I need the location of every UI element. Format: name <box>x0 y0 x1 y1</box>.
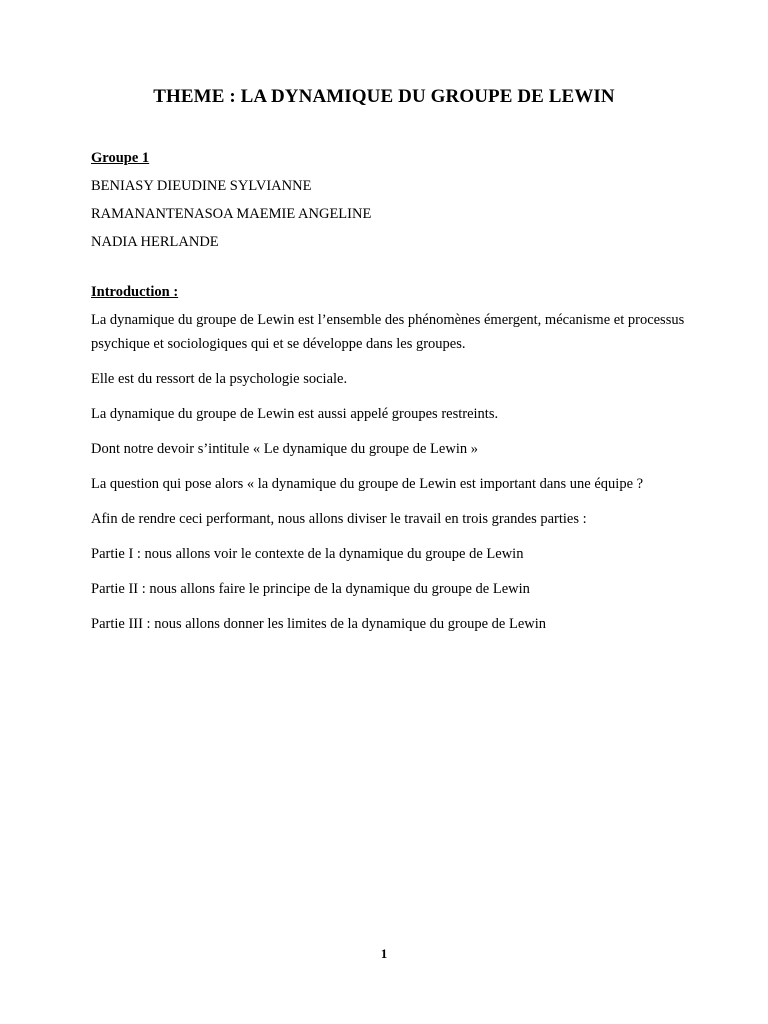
intro-paragraph: Partie II : nous allons faire le principe de la dynamique du groupe de Lewin <box>91 581 530 597</box>
introduction-section <box>91 280 691 636</box>
document-body <box>91 146 691 647</box>
group-heading: Groupe 1 <box>91 150 150 166</box>
intro-paragraph: La dynamique du groupe de Lewin est l’ensemble des phénomènes émergent, mécanisme et processus psychique et sociologiques qui et se développe dans les groupes. <box>91 312 685 352</box>
intro-paragraph: Partie I : nous allons voir le contexte de la dynamique du groupe de Lewin <box>91 546 524 562</box>
intro-paragraph: La dynamique du groupe de Lewin est aussi appelé groupes restreints. <box>91 406 499 422</box>
group-member: RAMANANTENASOA MAEMIE ANGELINE <box>91 206 372 222</box>
introduction-heading: Introduction : <box>91 284 179 300</box>
group-member: BENIASY DIEUDINE SYLVIANNE <box>91 178 312 194</box>
page-number: 1 <box>380 946 388 961</box>
intro-paragraph: La question qui pose alors « la dynamique du groupe de Lewin est important dans une équipe ? <box>91 476 644 492</box>
document-title: THEME : LA DYNAMIQUE DU GROUPE DE LEWIN <box>153 86 615 107</box>
group-member: NADIA HERLANDE <box>91 234 219 250</box>
group-section <box>91 146 691 254</box>
intro-paragraph: Afin de rendre ceci performant, nous allons diviser le travail en trois grandes parties : <box>91 511 587 527</box>
intro-paragraph: Elle est du ressort de la psychologie sociale. <box>91 371 348 387</box>
intro-paragraph: Dont notre devoir s’intitule « Le dynamique du groupe de Lewin » <box>91 441 478 457</box>
intro-paragraph: Partie III : nous allons donner les limites de la dynamique du groupe de Lewin <box>91 616 547 632</box>
